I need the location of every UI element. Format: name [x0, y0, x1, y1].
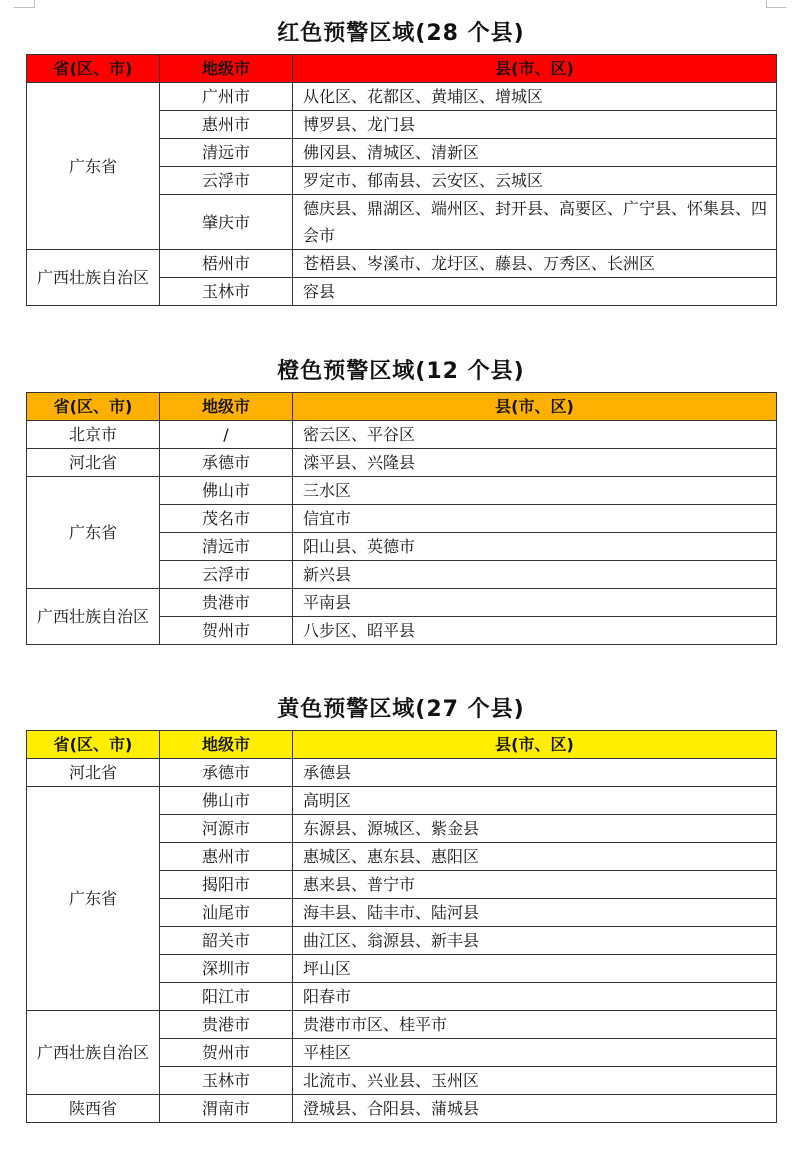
orange-warning-section	[26, 352, 776, 645]
city-cell: 梧州市	[160, 250, 293, 278]
city-cell: 贺州市	[160, 1039, 293, 1067]
province-cell: 广东省	[27, 83, 160, 250]
county-cell: 阳山县、英德市	[293, 533, 777, 561]
city-cell: 云浮市	[160, 561, 293, 589]
city-cell: 佛山市	[160, 787, 293, 815]
yellow-warning-section	[26, 690, 776, 1123]
header-county: 县(市、区)	[293, 393, 777, 421]
province-cell: 广西壮族自治区	[27, 1011, 160, 1095]
province-cell: 河北省	[27, 759, 160, 787]
county-cell: 惠来县、普宁市	[293, 871, 777, 899]
page-corner-mark-right-h	[766, 7, 786, 8]
city-cell: 承德市	[160, 449, 293, 477]
county-cell: 德庆县、鼎湖区、端州区、封开县、高要区、广宁县、怀集县、四会市	[293, 195, 777, 250]
province-cell: 广西壮族自治区	[27, 589, 160, 645]
header-province: 省(区、市)	[27, 393, 160, 421]
city-cell: 韶关市	[160, 927, 293, 955]
red-warning-section	[26, 14, 776, 306]
county-cell: 曲江区、翁源县、新丰县	[293, 927, 777, 955]
city-cell: 云浮市	[160, 167, 293, 195]
city-cell: 汕尾市	[160, 899, 293, 927]
county-cell: 北流市、兴业县、玉州区	[293, 1067, 777, 1095]
city-cell: 玉林市	[160, 278, 293, 306]
page-corner-mark-left	[34, 0, 35, 8]
header-city: 地级市	[160, 393, 293, 421]
header-province: 省(区、市)	[27, 55, 160, 83]
orange-warning-table	[26, 392, 777, 645]
city-cell: 玉林市	[160, 1067, 293, 1095]
city-cell: 贵港市	[160, 1011, 293, 1039]
county-cell: 从化区、花都区、黄埔区、增城区	[293, 83, 777, 111]
table-row	[27, 589, 777, 617]
orange-warning-title: 橙色预警区域(12 个县)	[277, 359, 525, 384]
province-cell: 广西壮族自治区	[27, 250, 160, 306]
city-cell: 阳江市	[160, 983, 293, 1011]
province-cell: 广东省	[27, 787, 160, 1011]
county-cell: 罗定市、郁南县、云安区、云城区	[293, 167, 777, 195]
city-cell: 佛山市	[160, 477, 293, 505]
province-cell: 广东省	[27, 477, 160, 589]
county-cell: 滦平县、兴隆县	[293, 449, 777, 477]
city-cell: 惠州市	[160, 111, 293, 139]
table-row	[27, 83, 777, 111]
county-cell: 坪山区	[293, 955, 777, 983]
table-row	[27, 1095, 777, 1123]
county-cell: 贵港市市区、桂平市	[293, 1011, 777, 1039]
table-row	[27, 787, 777, 815]
city-cell: 清远市	[160, 139, 293, 167]
page-corner-mark-left-h	[14, 7, 34, 8]
city-cell: 肇庆市	[160, 195, 293, 250]
county-cell: 密云区、平谷区	[293, 421, 777, 449]
city-cell: 清远市	[160, 533, 293, 561]
header-province: 省(区、市)	[27, 731, 160, 759]
county-cell: 惠城区、惠东县、惠阳区	[293, 843, 777, 871]
county-cell: 新兴县	[293, 561, 777, 589]
header-county: 县(市、区)	[293, 731, 777, 759]
province-cell: 北京市	[27, 421, 160, 449]
city-cell: 承德市	[160, 759, 293, 787]
county-cell: 博罗县、龙门县	[293, 111, 777, 139]
county-cell: 信宜市	[293, 505, 777, 533]
header-city: 地级市	[160, 55, 293, 83]
table-row	[27, 477, 777, 505]
city-cell: 茂名市	[160, 505, 293, 533]
county-cell: 高明区	[293, 787, 777, 815]
table-row	[27, 759, 777, 787]
county-cell: 三水区	[293, 477, 777, 505]
table-row	[27, 421, 777, 449]
yellow-warning-title: 黄色预警区域(27 个县)	[277, 697, 525, 722]
county-cell: 平南县	[293, 589, 777, 617]
table-row	[27, 1011, 777, 1039]
header-county: 县(市、区)	[293, 55, 777, 83]
province-cell: 河北省	[27, 449, 160, 477]
yellow-warning-table	[26, 730, 777, 1123]
county-cell: 东源县、源城区、紫金县	[293, 815, 777, 843]
city-cell: 广州市	[160, 83, 293, 111]
county-cell: 承德县	[293, 759, 777, 787]
county-cell: 海丰县、陆丰市、陆河县	[293, 899, 777, 927]
city-cell: 贺州市	[160, 617, 293, 645]
county-cell: 澄城县、合阳县、蒲城县	[293, 1095, 777, 1123]
red-warning-title: 红色预警区域(28 个县)	[277, 21, 525, 46]
red-warning-table	[26, 54, 777, 306]
city-cell: 河源市	[160, 815, 293, 843]
province-cell: 陕西省	[27, 1095, 160, 1123]
header-city: 地级市	[160, 731, 293, 759]
table-row	[27, 449, 777, 477]
county-cell: 苍梧县、岑溪市、龙圩区、藤县、万秀区、长洲区	[293, 250, 777, 278]
county-cell: 容县	[293, 278, 777, 306]
city-cell: /	[160, 421, 293, 449]
city-cell: 深圳市	[160, 955, 293, 983]
city-cell: 惠州市	[160, 843, 293, 871]
county-cell: 八步区、昭平县	[293, 617, 777, 645]
table-row	[27, 250, 777, 278]
city-cell: 揭阳市	[160, 871, 293, 899]
city-cell: 渭南市	[160, 1095, 293, 1123]
county-cell: 佛冈县、清城区、清新区	[293, 139, 777, 167]
county-cell: 平桂区	[293, 1039, 777, 1067]
city-cell: 贵港市	[160, 589, 293, 617]
county-cell: 阳春市	[293, 983, 777, 1011]
